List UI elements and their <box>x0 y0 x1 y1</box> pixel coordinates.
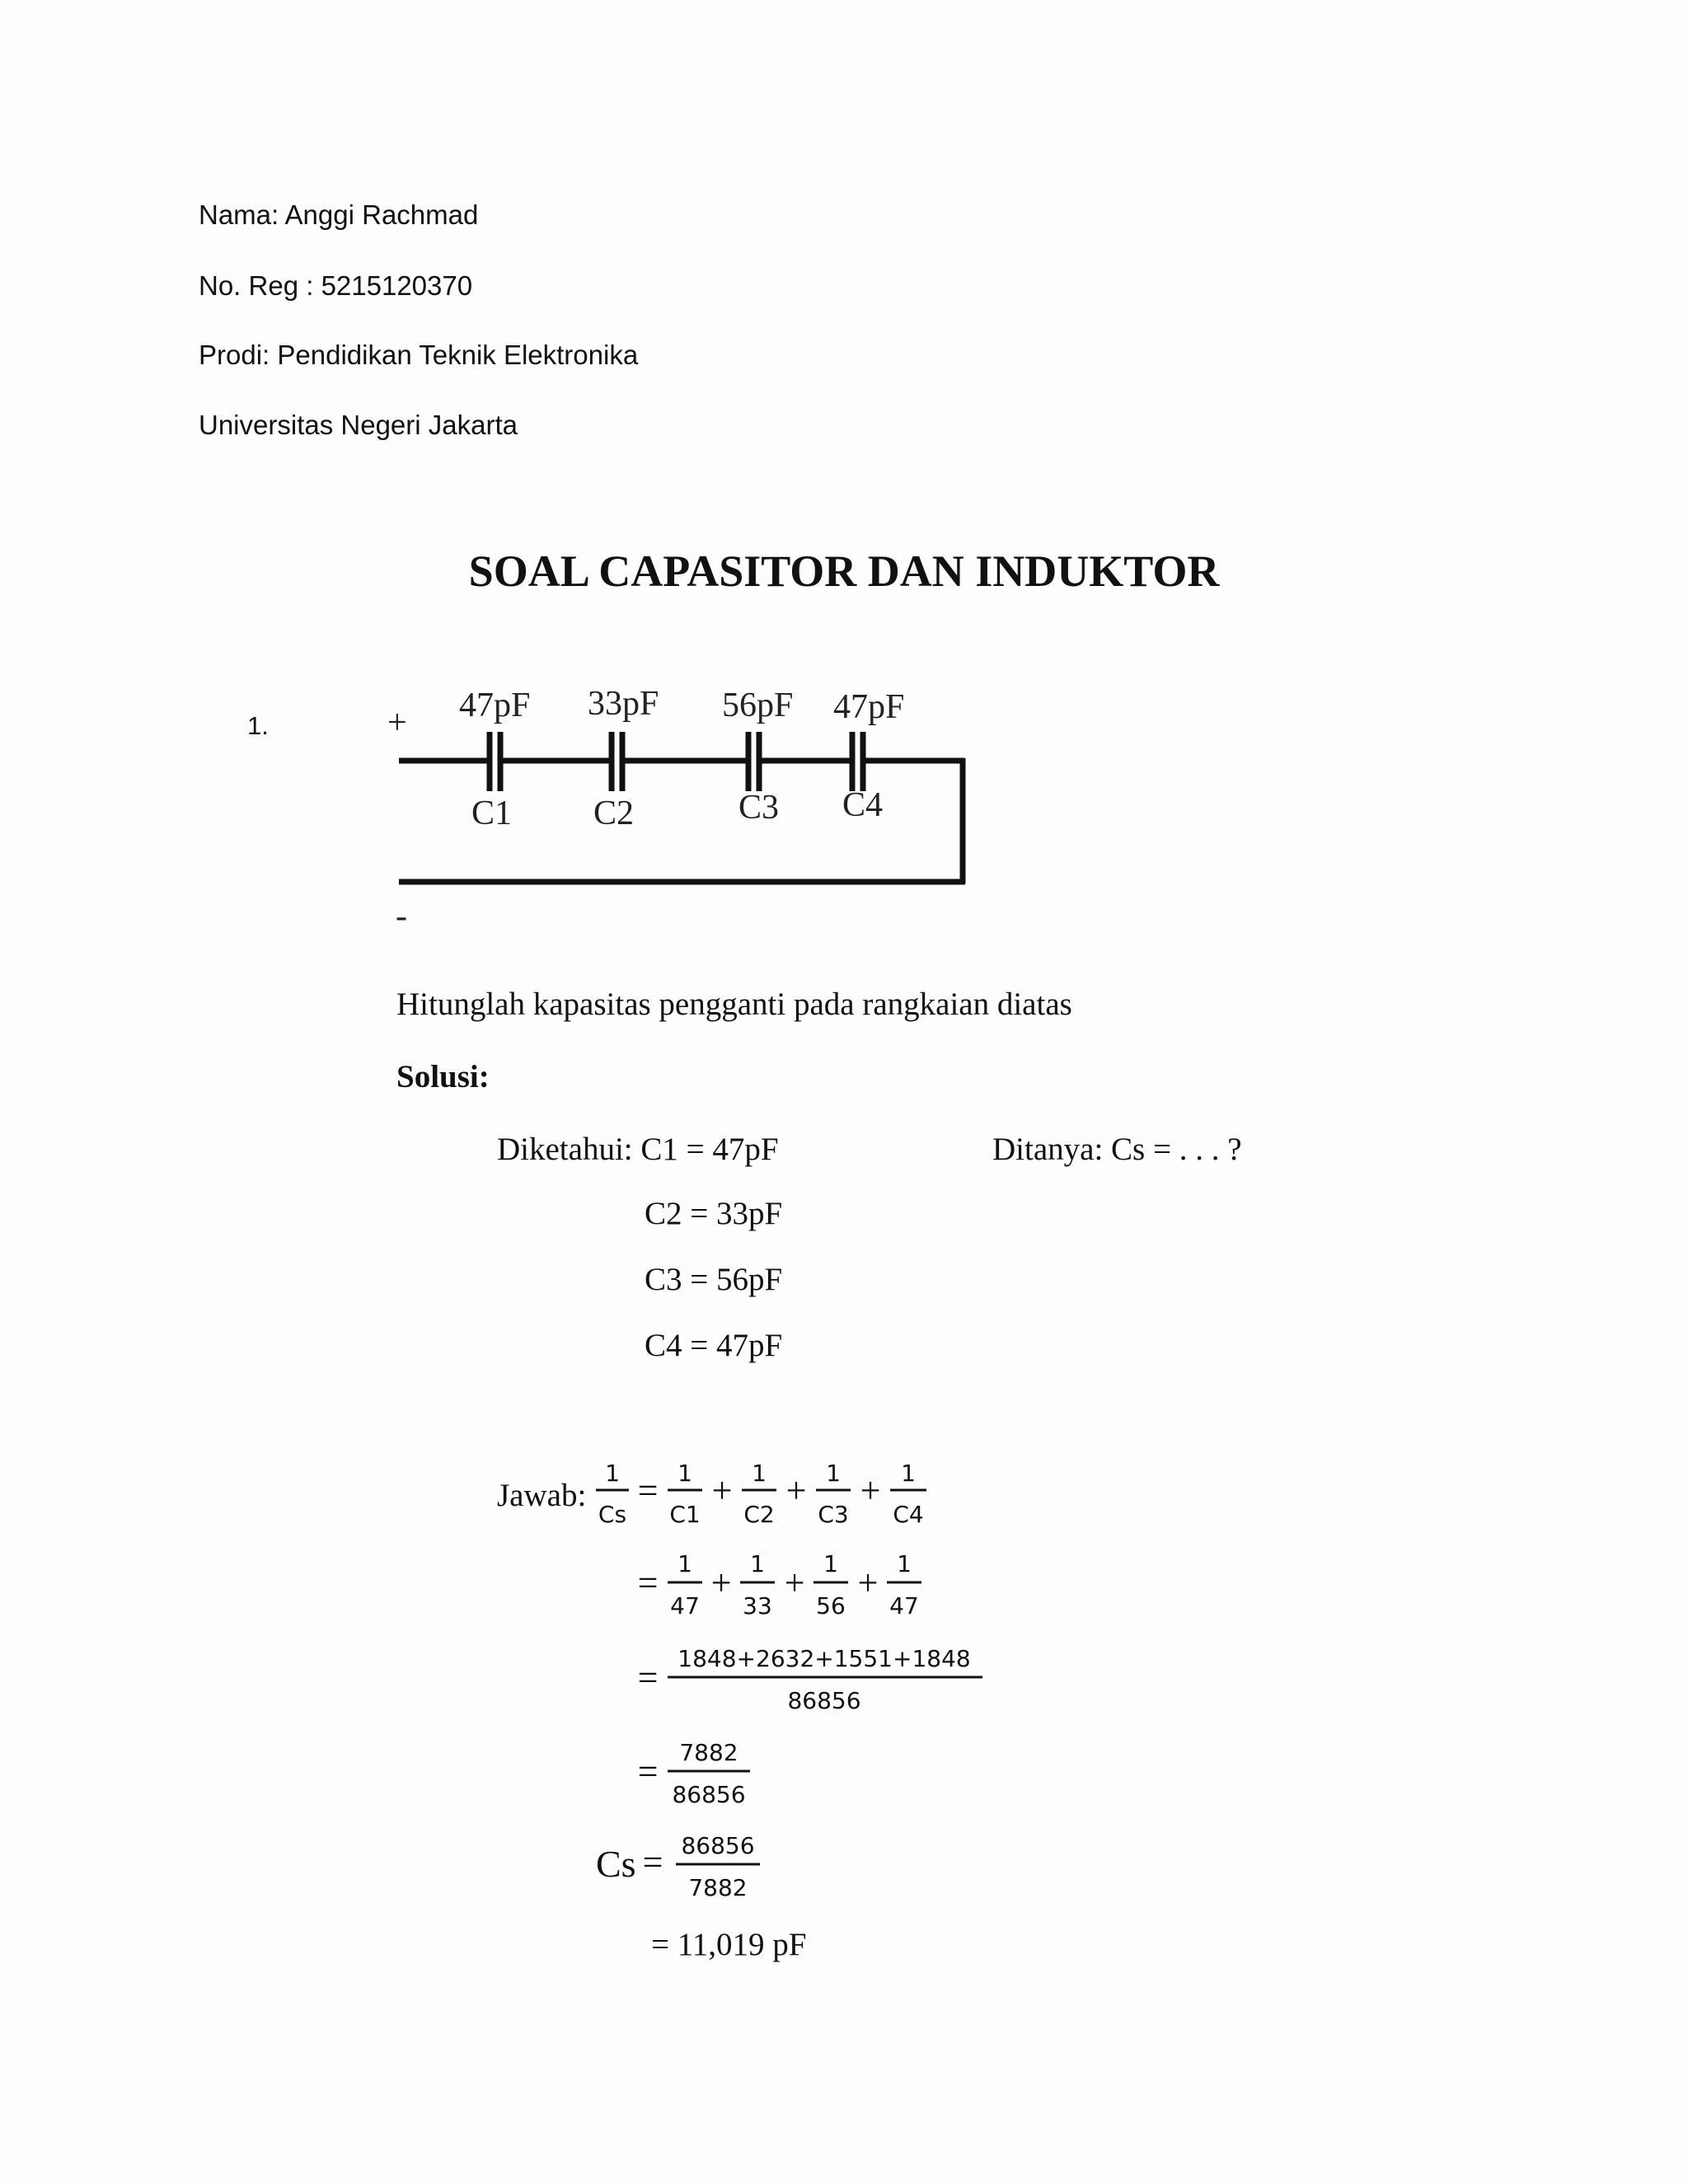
cap-label-c2: C2 <box>593 794 635 832</box>
final-result: = 11,019 pF <box>651 1927 807 1962</box>
known-c3: C3 = 56pF <box>645 1262 783 1297</box>
cap-value-c1: 47pF <box>459 687 531 724</box>
question-text: Hitunglah kapasitas pengganti pada rangkaian diatas <box>396 987 1072 1022</box>
svg-text:=: = <box>637 1563 659 1603</box>
cap-label-c4: C4 <box>842 786 884 824</box>
svg-text:+: + <box>710 1563 732 1603</box>
svg-text:+: + <box>860 1470 881 1511</box>
cap-label-c3: C3 <box>738 789 780 827</box>
eq1-t1-num: 1 <box>678 1460 692 1487</box>
eq1-t4-num: 1 <box>901 1460 916 1487</box>
eq4-den: 86856 <box>672 1781 746 1808</box>
eq2-t4-den: 47 <box>889 1592 919 1619</box>
svg-text:=: = <box>637 1657 659 1698</box>
registration-number: No. Reg : 5215120370 <box>199 270 473 301</box>
cap-value-c2: 33pF <box>588 685 659 723</box>
study-program: Prodi: Pendidikan Teknik Elektronika <box>199 340 639 370</box>
svg-text:=: = <box>637 1470 659 1511</box>
eq2-t4-num: 1 <box>897 1550 912 1577</box>
svg-text:=: = <box>637 1751 659 1792</box>
svg-text:=: = <box>642 1842 663 1882</box>
eq2-t3-den: 56 <box>816 1592 846 1619</box>
known-c2: C2 = 33pF <box>645 1196 783 1231</box>
cap-label-c1: C1 <box>471 794 513 832</box>
svg-text:+: + <box>784 1563 805 1603</box>
known-c1: Diketahui: C1 = 47pF <box>497 1132 779 1167</box>
eq5-lhs: Cs <box>596 1843 636 1885</box>
eq2-t2-num: 1 <box>750 1550 765 1577</box>
cap-value-c3: 56pF <box>722 687 794 724</box>
eq1-t3-den: C3 <box>818 1501 849 1528</box>
page-title: SOAL CAPASITOR DAN INDUKTOR <box>468 546 1220 596</box>
eq5-num: 86856 <box>681 1832 755 1859</box>
eq2-t1-den: 47 <box>670 1592 700 1619</box>
eq1-t1-den: C1 <box>669 1501 701 1528</box>
minus-terminal: - <box>396 898 407 935</box>
svg-text:+: + <box>857 1563 879 1603</box>
eq1-t2-num: 1 <box>752 1460 767 1487</box>
known-c4: C4 = 47pF <box>645 1328 783 1363</box>
solution-label: Solusi: <box>396 1059 490 1094</box>
eq2-t3-num: 1 <box>823 1550 838 1577</box>
plus-terminal: + <box>387 704 407 742</box>
eq1-t4-den: C4 <box>893 1501 924 1528</box>
asked-text: Ditanya: Cs = . . . ? <box>992 1132 1242 1167</box>
eq1-lhs-num: 1 <box>605 1460 620 1487</box>
eq1-lhs-den: Cs <box>598 1501 627 1528</box>
svg-text:+: + <box>785 1470 807 1511</box>
eq5-den: 7882 <box>688 1874 748 1901</box>
eq1-t2-den: C2 <box>743 1501 775 1528</box>
eq2-t1-num: 1 <box>678 1550 692 1577</box>
answer-label: Jawab: <box>497 1478 587 1513</box>
eq3-den: 86856 <box>787 1687 861 1714</box>
problem-number: 1. <box>247 711 269 740</box>
eq4-num: 7882 <box>679 1739 738 1766</box>
eq2-t2-den: 33 <box>743 1592 772 1619</box>
student-name: Nama: Anggi Rachmad <box>199 199 479 230</box>
cap-value-c4: 47pF <box>833 688 905 726</box>
university: Universitas Negeri Jakarta <box>199 410 518 440</box>
eq1-t3-num: 1 <box>826 1460 841 1487</box>
eq3-num: 1848+2632+1551+1848 <box>678 1645 971 1672</box>
svg-text:+: + <box>711 1470 733 1511</box>
